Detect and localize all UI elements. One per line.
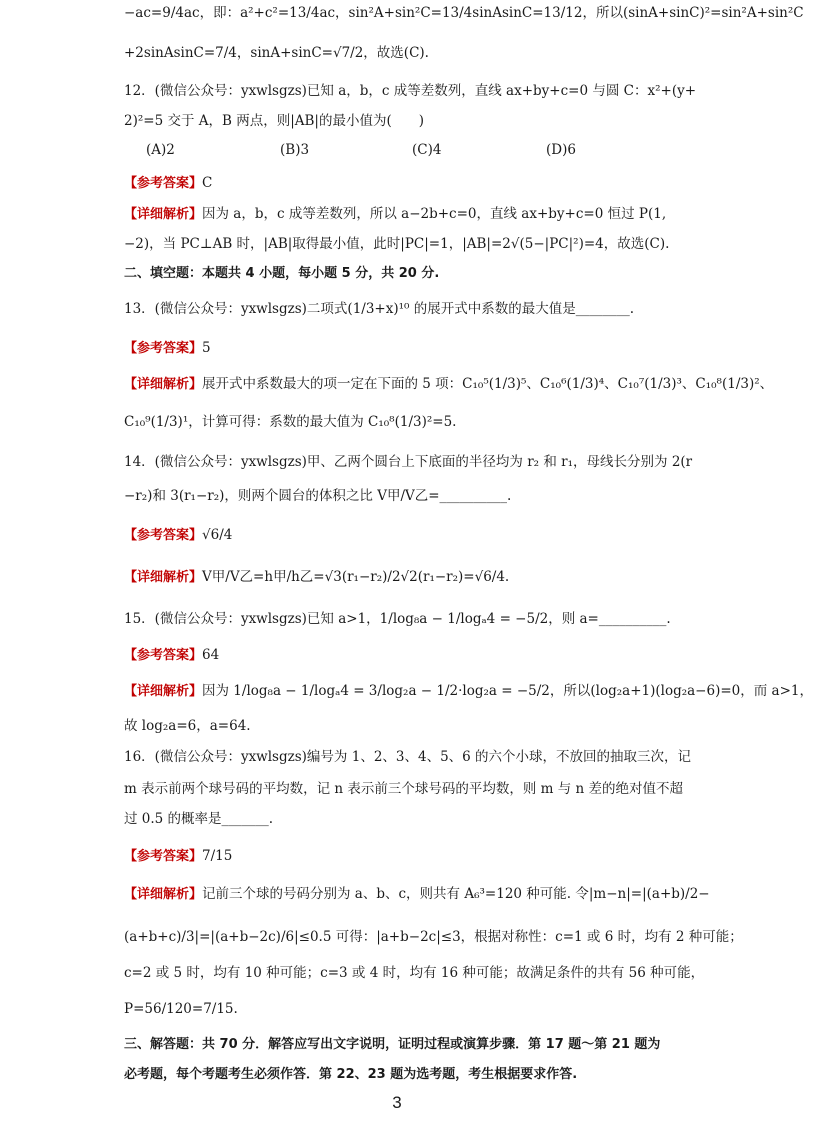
page-number: 3 xyxy=(392,1093,402,1112)
question-16: 16．(微信公众号：yxwlsgzs)编号为 1、2、3、4、5、6 的六个小球，不放回的抽取三次，记 xyxy=(124,749,692,765)
analysis-tag: 【详细解析】 xyxy=(124,887,203,902)
answer-tag: 【参考答案】 xyxy=(124,648,203,663)
option-b: (B)3 xyxy=(280,142,310,158)
analysis-text: 记前三个球的号码分别为 a、b、c，则共有 A₆³=120 种可能. 令|m−n|=|(a+b)/2− xyxy=(202,886,710,902)
analysis-tag: 【详细解析】 xyxy=(124,570,203,585)
text-line: 故 log₂a=6，a=64. xyxy=(124,718,251,734)
answer-value: 5 xyxy=(202,340,211,356)
text-line: −ac=9/4ac，即：a²+c²=13/4ac，sin²A+sin²C=13/4sinAsinC=13/12，所以(sinA+sinC)²=sin²A+sin²C xyxy=(124,5,804,21)
analysis-q12 xyxy=(124,203,684,226)
analysis-q16 xyxy=(124,883,710,906)
section-heading: 二、填空题：本题共 4 小题，每小题 5 分，共 20 分. xyxy=(124,266,440,281)
text-line: 2)²=5 交于 A，B 两点，则|AB|的最小值为( ) xyxy=(124,113,425,129)
question-13: 13．(微信公众号：yxwlsgzs)二项式(1/3+x)¹⁰ 的展开式中系数的最大值是________. xyxy=(124,301,635,317)
text-line: −2)，当 PC⊥AB 时，|AB|取得最小值，此时|PC|=1，|AB|=2√(5−|PC|²)=4，故选(C). xyxy=(124,236,670,252)
section-heading: 必考题，每个考题考生必须作答．第 22、23 题为选考题，考生根据要求作答. xyxy=(124,1067,578,1082)
answer-tag: 【参考答案】 xyxy=(124,528,203,543)
answer-value: 64 xyxy=(202,647,220,663)
text-line: m 表示前两个球号码的平均数，记 n 表示前三个球号码的平均数，则 m 与 n 差的绝对值不超 xyxy=(124,781,684,797)
text-line: c=2 或 5 时，均有 10 种可能；c=3 或 4 时，均有 16 种可能；故满足条件的共有 56 种可能， xyxy=(124,965,705,981)
analysis-text: 因为 1/log₈a − 1/logₐ4 = 3/log₂a − 1/2·log₂a = −5/2，所以(log₂a+1)(log₂a−6)=0，而 a>1， xyxy=(202,683,813,699)
answer-q15 xyxy=(124,644,684,667)
answer-tag: 【参考答案】 xyxy=(124,341,203,356)
analysis-tag: 【详细解析】 xyxy=(124,684,203,699)
option-a: (A)2 xyxy=(146,142,175,158)
answer-q12 xyxy=(124,172,684,195)
text-line: 过 0.5 的概率是_______. xyxy=(124,811,274,827)
text-line: (a+b+c)/3|=|(a+b−2c)/6|≤0.5 可得：|a+b−2c|≤3，根据对称性：c=1 或 6 时，均有 2 种可能； xyxy=(124,929,743,945)
analysis-tag: 【详细解析】 xyxy=(124,377,203,392)
section-heading: 三、解答题：共 70 分．解答应写出文字说明，证明过程或演算步骤．第 17 题～第 21 题为 xyxy=(124,1037,661,1052)
text-line: P=56/120=7/15. xyxy=(124,1001,238,1017)
answer-q14 xyxy=(124,524,684,547)
question-15: 15．(微信公众号：yxwlsgzs)已知 a>1，1/log₈a − 1/logₐ4 = −5/2，则 a=__________. xyxy=(124,611,671,627)
answer-value: √6/4 xyxy=(202,527,233,543)
answer-q13 xyxy=(124,337,684,360)
option-d: (D)6 xyxy=(546,142,576,158)
text-line: +2sinAsinC=7/4，sinA+sinC=√7/2，故选(C). xyxy=(124,45,429,61)
answer-value: C xyxy=(202,175,213,191)
analysis-q13 xyxy=(124,373,774,396)
analysis-text: V甲/V乙=h甲/h乙=√3(r₁−r₂)/2√2(r₁−r₂)=√6/4. xyxy=(202,569,510,585)
answer-value: 7/15 xyxy=(202,848,233,864)
answer-q16 xyxy=(124,845,684,868)
question-14: 14．(微信公众号：yxwlsgzs)甲、乙两个圆台上下底面的半径均为 r₂ 和 r₁，母线长分别为 2(r xyxy=(124,454,693,470)
analysis-q15 xyxy=(124,680,813,703)
option-c: (C)4 xyxy=(412,142,442,158)
analysis-tag: 【详细解析】 xyxy=(124,207,203,222)
analysis-text: 展开式中系数最大的项一定在下面的 5 项：C₁₀⁵(1/3)⁵、C₁₀⁶(1/3)⁴、C₁₀⁷(1/3)³、C₁₀⁸(1/3)²、 xyxy=(202,376,774,392)
answer-tag: 【参考答案】 xyxy=(124,176,203,191)
analysis-text: 因为 a，b，c 成等差数列，所以 a−2b+c=0，直线 ax+by+c=0 恒过 P(1, xyxy=(202,206,667,222)
question-12: 12．(微信公众号：yxwlsgzs)已知 a，b，c 成等差数列，直线 ax+by+c=0 与圆 C：x²+(y+ xyxy=(124,83,697,99)
answer-tag: 【参考答案】 xyxy=(124,849,203,864)
text-line: C₁₀⁹(1/3)¹，计算可得：系数的最大值为 C₁₀⁸(1/3)²=5. xyxy=(124,414,457,430)
analysis-q14 xyxy=(124,566,684,589)
text-line: −r₂)和 3(r₁−r₂)，则两个圆台的体积之比 V甲/V乙=__________. xyxy=(124,488,512,504)
